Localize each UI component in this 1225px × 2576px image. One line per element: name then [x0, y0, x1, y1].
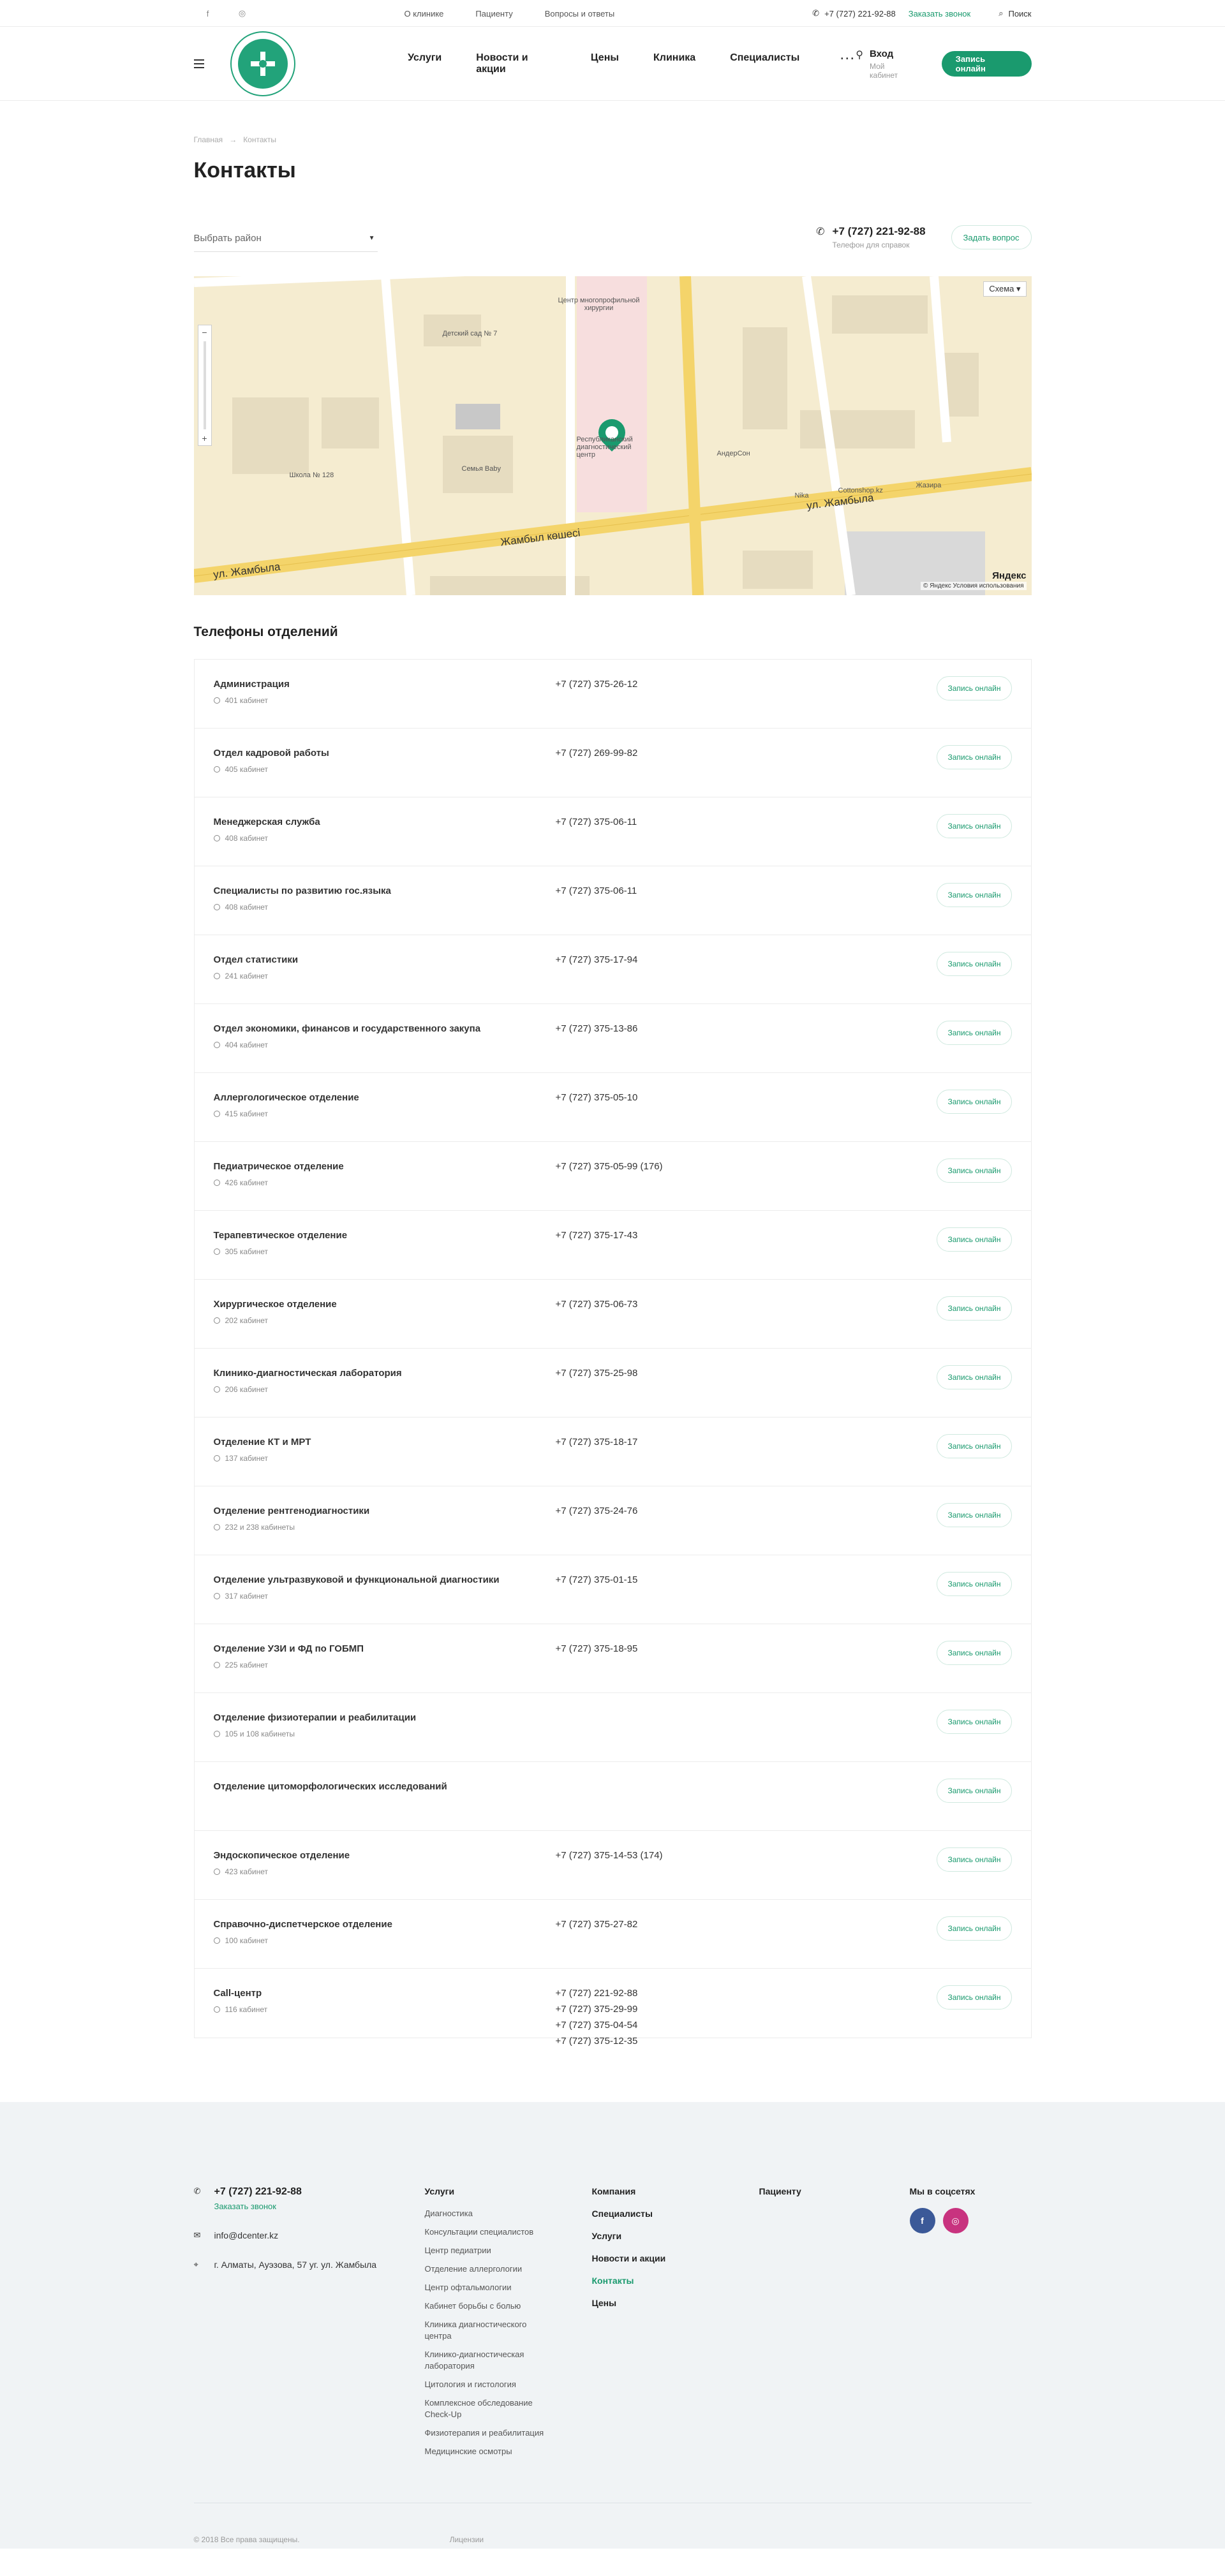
footer-menu-specialists[interactable]: Специалисты — [591, 2209, 653, 2219]
department-phone[interactable]: +7 (727) 375-17-43 — [555, 1230, 638, 1241]
department-phone[interactable]: +7 (727) 375-06-11 — [555, 817, 637, 827]
department-row — [195, 1693, 1031, 1762]
department-phone[interactable]: +7 (727) 375-18-17 — [555, 1437, 638, 1447]
breadcrumb — [194, 101, 1032, 144]
department-book-button[interactable]: Запись онлайн — [937, 1021, 1011, 1045]
department-book-button[interactable]: Запись онлайн — [937, 814, 1011, 838]
map-label: Школа № 128 — [289, 471, 334, 479]
top-nav-patient[interactable]: Пациенту — [475, 8, 513, 19]
department-row — [195, 1211, 1031, 1280]
map-layer-select[interactable]: Схема ▾ — [983, 281, 1026, 297]
department-row — [195, 1624, 1031, 1693]
department-phone[interactable]: +7 (727) 375-04-54 — [555, 2020, 638, 2031]
nav-services[interactable]: Услуги — [408, 52, 442, 63]
department-name: Администрация — [213, 679, 290, 690]
department-book-button[interactable]: Запись онлайн — [937, 1779, 1011, 1803]
department-row — [195, 1831, 1031, 1900]
department-name: Отделение КТ и МРТ — [213, 1437, 311, 1447]
department-room: 423 кабинет — [214, 1867, 556, 1876]
login-link[interactable]: ⚲ Вход Мой кабинет — [856, 48, 898, 80]
department-row — [195, 660, 1031, 729]
department-phones — [556, 814, 637, 830]
filters — [194, 225, 1032, 252]
department-book-button[interactable]: Запись онлайн — [937, 1985, 1011, 2010]
footer-patients — [759, 2186, 910, 2464]
department-room: 317 кабинет — [214, 1592, 556, 1601]
phone-icon: ✆ — [193, 2186, 201, 2196]
zoom-in-icon[interactable]: + — [202, 433, 207, 443]
department-room: 225 кабинет — [214, 1661, 556, 1669]
department-row — [195, 1280, 1031, 1349]
map-copyright[interactable]: © Яндекс Условия использования — [921, 582, 1027, 590]
department-room: 404 кабинет — [214, 1040, 556, 1049]
department-phones — [556, 676, 638, 692]
footer-menu-company[interactable]: Компания — [591, 2186, 636, 2196]
map-street-label: ул. Жамбыла — [212, 560, 281, 581]
footer-phone[interactable]: +7 (727) 221-92-88 — [214, 2186, 302, 2197]
department-book-button[interactable]: Запись онлайн — [937, 1710, 1011, 1734]
top-bar — [0, 0, 1225, 27]
footer-menu-contacts[interactable]: Контакты — [591, 2276, 634, 2286]
location-icon — [214, 1111, 220, 1117]
department-name: Call-центр — [213, 1988, 262, 1999]
department-phone[interactable]: +7 (727) 221-92-88 — [555, 1988, 638, 1999]
footer-callback-link[interactable]: Заказать звонок — [214, 2202, 276, 2211]
user-icon: ⚲ — [856, 49, 863, 61]
department-phones — [556, 1985, 638, 2049]
district-select[interactable]: Выбрать район ▼ — [194, 225, 378, 252]
logo-mark-icon — [247, 48, 279, 80]
department-phones — [556, 1916, 638, 1932]
map-street-label: ул. Жамбыла — [805, 491, 874, 512]
footer — [0, 2102, 1225, 2549]
zoom-out-icon[interactable]: − — [202, 327, 207, 337]
department-phone[interactable]: +7 (727) 375-13-86 — [555, 1023, 638, 1034]
department-room: 105 и 108 кабинеты — [214, 1729, 556, 1738]
footer-patients-title[interactable]: Пациенту — [759, 2186, 801, 2196]
department-phone[interactable]: +7 (727) 375-06-73 — [555, 1299, 638, 1310]
map-label: Жазира — [916, 482, 942, 489]
department-book-button[interactable]: Запись онлайн — [937, 1227, 1011, 1252]
department-phones — [556, 952, 638, 968]
map-label: Республиканский диагностический центр — [576, 436, 633, 459]
department-row — [195, 1073, 1031, 1142]
department-name: Отделение физиотерапии и реабилитации — [213, 1712, 417, 1723]
footer-service-link[interactable]: Клиника диагностического центра — [424, 2320, 527, 2341]
department-phones — [556, 1090, 638, 1106]
top-nav-faq[interactable]: Вопросы и ответы — [544, 8, 615, 19]
footer-service-link[interactable]: Комплексное обследование Check-Up — [424, 2398, 533, 2419]
department-phone[interactable]: +7 (727) 375-27-82 — [555, 1919, 638, 1930]
top-nav — [405, 9, 615, 19]
location-icon — [214, 766, 220, 773]
department-name: Хирургическое отделение — [213, 1299, 337, 1310]
location-icon — [214, 1731, 220, 1737]
department-book-button[interactable]: Запись онлайн — [937, 1503, 1011, 1527]
department-room: 202 кабинет — [214, 1316, 556, 1325]
department-row — [195, 1004, 1031, 1073]
department-phone[interactable]: +7 (727) 375-14-53 (174) — [555, 1850, 663, 1861]
phone-icon: ✆ — [816, 226, 825, 237]
location-icon — [214, 1662, 220, 1668]
departments-title: Телефоны отделений — [193, 625, 338, 639]
department-room: 415 кабинет — [214, 1109, 556, 1118]
footer-email[interactable]: info@dcenter.kz — [214, 2230, 279, 2240]
department-book-button[interactable]: Запись онлайн — [937, 1365, 1011, 1389]
map-street-label: Жамбыл көшесі — [499, 526, 581, 549]
map-label: Nika — [794, 492, 809, 500]
department-room: 426 кабинет — [214, 1178, 556, 1187]
department-room: 100 кабинет — [214, 1936, 556, 1945]
department-phone[interactable]: +7 (727) 375-06-11 — [555, 885, 637, 896]
footer-service-link[interactable]: Диагностика — [424, 2209, 473, 2218]
breadcrumb-current: Контакты — [243, 135, 277, 144]
facebook-icon[interactable]: f — [206, 8, 209, 19]
department-phones — [556, 1158, 663, 1174]
license-link[interactable]: Лицензии — [449, 2535, 484, 2544]
location-icon: ⌖ — [193, 2260, 198, 2269]
department-row — [195, 1349, 1031, 1418]
department-name: Отделение ультразвуковой и функциональной диагностики — [213, 1574, 500, 1585]
phone-icon: ✆ — [812, 8, 820, 18]
department-book-button[interactable]: Запись онлайн — [937, 1090, 1011, 1114]
department-phones — [556, 1296, 638, 1312]
department-book-button[interactable]: Запись онлайн — [937, 1572, 1011, 1596]
nav-clinic[interactable]: Клиника — [653, 52, 696, 63]
department-name: Менеджерская служба — [213, 817, 320, 827]
department-phone[interactable]: +7 (727) 375-24-76 — [555, 1506, 638, 1516]
callback-link[interactable]: Заказать звонок — [908, 8, 971, 19]
help-phone: ✆ +7 (727) 221-92-88 Телефон для справок — [816, 225, 926, 249]
map-label: Центр многопрофильной хирургии — [558, 297, 640, 312]
location-icon — [214, 1937, 220, 1944]
department-phone[interactable]: +7 (727) 375-12-35 — [555, 2036, 638, 2047]
yandex-logo[interactable]: Яндекс — [992, 570, 1027, 581]
department-book-button[interactable]: Запись онлайн — [937, 952, 1011, 976]
department-phone[interactable]: +7 (727) 375-17-94 — [555, 954, 638, 965]
department-row — [195, 1900, 1031, 1969]
map-label: Семья Baby — [461, 465, 501, 473]
facebook-icon[interactable]: f — [910, 2208, 935, 2233]
department-name: Отделение рентгенодиагностики — [213, 1506, 370, 1516]
department-name: Справочно-диспетчерское отделение — [213, 1919, 392, 1930]
department-room: 232 и 238 кабинеты — [214, 1523, 556, 1532]
department-phones — [556, 1847, 663, 1863]
footer-service-link[interactable]: Цитология и гистология — [424, 2380, 516, 2389]
department-phone[interactable]: +7 (727) 375-01-15 — [555, 1574, 638, 1585]
instagram-icon[interactable]: ◎ — [943, 2208, 969, 2233]
department-book-button[interactable]: Запись онлайн — [937, 1916, 1011, 1941]
department-name: Аллергологическое отделение — [213, 1092, 359, 1103]
map[interactable] — [194, 276, 1032, 595]
department-phone[interactable]: +7 (727) 375-26-12 — [555, 679, 638, 690]
top-nav-about[interactable]: О клинике — [404, 8, 444, 19]
location-icon — [214, 1455, 220, 1462]
footer-service-link[interactable]: Медицинские осмотры — [424, 2446, 512, 2456]
map-label: АндерСон — [716, 450, 750, 457]
search-icon: ⌕ — [999, 8, 1004, 18]
department-phones — [556, 1434, 638, 1450]
department-row — [195, 1486, 1031, 1555]
footer-address: г. Алматы, Ауэзова, 57 уг. ул. Жамбыла — [214, 2260, 377, 2270]
footer-menu-services[interactable]: Услуги — [591, 2231, 622, 2241]
zoom-slider[interactable] — [204, 341, 206, 429]
breadcrumb-home[interactable]: Главная — [193, 135, 223, 144]
book-online-button[interactable]: Запись онлайн — [942, 51, 1032, 77]
department-row — [195, 797, 1031, 866]
department-phone[interactable]: +7 (727) 375-18-95 — [555, 1643, 638, 1654]
location-icon — [214, 973, 220, 979]
department-name: Терапевтическое отделение — [213, 1230, 348, 1241]
department-phones — [556, 1503, 638, 1519]
department-book-button[interactable]: Запись онлайн — [937, 676, 1011, 700]
department-phones — [556, 1641, 638, 1657]
location-icon — [214, 1042, 220, 1048]
copyright: © 2018 Все права защищены. — [193, 2535, 300, 2544]
department-room: 206 кабинет — [214, 1385, 556, 1394]
department-room: 401 кабинет — [214, 696, 556, 705]
department-phones — [556, 883, 637, 899]
map-label: Детский сад № 7 — [442, 330, 498, 337]
department-room: 137 кабинет — [214, 1454, 556, 1463]
top-phone[interactable]: ✆ +7 (727) 221-92-88 — [812, 8, 896, 19]
department-name: Педиатрическое отделение — [213, 1161, 344, 1172]
department-row — [195, 1418, 1031, 1486]
footer-services-title[interactable]: Услуги — [424, 2186, 455, 2196]
department-room: 241 кабинет — [214, 972, 556, 981]
department-room: 408 кабинет — [214, 903, 556, 912]
footer-service-link[interactable]: Клинико-диагностическая лаборатория — [424, 2350, 524, 2371]
department-row — [195, 729, 1031, 797]
department-phone[interactable]: +7 (727) 375-25-98 — [555, 1368, 638, 1379]
department-phone[interactable]: +7 (727) 375-29-99 — [555, 2004, 638, 2015]
nav-news[interactable]: Новости и акции — [476, 52, 528, 75]
footer-menu-news[interactable]: Новости и акции — [591, 2253, 666, 2263]
department-row — [195, 866, 1031, 935]
footer-social-title: Мы в соцсетях — [909, 2186, 976, 2196]
department-phones — [556, 1227, 638, 1243]
department-book-button[interactable]: Запись онлайн — [937, 1847, 1011, 1872]
location-icon — [214, 1317, 220, 1324]
menu-icon[interactable] — [194, 59, 207, 68]
department-room: 408 кабинет — [214, 834, 556, 843]
map-label: Cottonshop.kz — [838, 487, 883, 494]
department-row — [195, 935, 1031, 1004]
footer-service-link[interactable]: Центр педиатрии — [424, 2246, 491, 2255]
department-name: Отдел кадровой работы — [213, 748, 329, 759]
department-row — [195, 1142, 1031, 1211]
location-icon — [214, 1248, 220, 1255]
location-icon — [214, 835, 220, 841]
logo[interactable] — [230, 31, 295, 96]
department-room: 405 кабинет — [214, 765, 556, 774]
department-room: 116 кабинет — [214, 2005, 556, 2014]
department-row — [195, 1969, 1031, 2047]
department-name: Клинико-диагностическая лаборатория — [213, 1368, 402, 1379]
department-phone[interactable]: +7 (727) 375-05-10 — [555, 1092, 638, 1103]
search-button[interactable]: ⌕ Поиск — [999, 8, 1032, 19]
footer-menu-prices[interactable]: Цены — [591, 2298, 617, 2308]
department-phones — [556, 1365, 638, 1381]
footer-service-link[interactable]: Отделение аллергологии — [424, 2264, 523, 2274]
department-name: Отделение цитоморфологических исследований — [213, 1781, 447, 1792]
ask-question-button[interactable]: Задать вопрос — [951, 225, 1032, 249]
footer-menu — [592, 2186, 759, 2464]
department-row — [195, 1762, 1031, 1831]
more-icon[interactable]: ··· — [840, 52, 856, 65]
nav-prices[interactable]: Цены — [590, 52, 620, 63]
department-book-button[interactable]: Запись онлайн — [937, 1434, 1011, 1458]
department-room: 305 кабинет — [214, 1247, 556, 1256]
department-row — [195, 1555, 1031, 1624]
page-title: Контакты — [193, 158, 296, 182]
nav-specialists[interactable]: Специалисты — [730, 52, 800, 63]
department-name: Отдел статистики — [213, 954, 299, 965]
footer-contacts — [194, 2186, 425, 2464]
main-nav — [408, 52, 856, 75]
footer-service-link[interactable]: Кабинет борьбы с болью — [424, 2301, 521, 2311]
location-icon — [214, 1593, 220, 1599]
department-phones — [556, 745, 638, 761]
department-name: Эндоскопическое отделение — [213, 1850, 350, 1861]
chevron-down-icon: ▼ — [368, 235, 375, 242]
footer-social — [910, 2186, 976, 2464]
instagram-icon[interactable]: ◎ — [238, 8, 246, 18]
department-book-button[interactable]: Запись онлайн — [937, 745, 1011, 769]
location-icon — [214, 1180, 220, 1186]
location-icon — [214, 1524, 220, 1530]
department-book-button[interactable]: Запись онлайн — [937, 1641, 1011, 1665]
department-phones — [556, 1021, 638, 1037]
map-zoom-control[interactable] — [198, 325, 212, 446]
department-phone[interactable]: +7 (727) 375-05-99 (176) — [555, 1161, 663, 1172]
departments-list — [194, 659, 1032, 2047]
location-icon — [214, 2006, 220, 2013]
department-name: Специалисты по развитию гос.языка — [213, 885, 391, 896]
footer-service-link[interactable]: Физиотерапия и реабилитация — [424, 2428, 544, 2438]
department-book-button[interactable]: Запись онлайн — [937, 1296, 1011, 1321]
location-icon — [214, 697, 220, 704]
department-book-button[interactable]: Запись онлайн — [937, 883, 1011, 907]
header — [0, 27, 1225, 101]
department-book-button[interactable]: Запись онлайн — [937, 1158, 1011, 1183]
department-phone[interactable]: +7 (727) 269-99-82 — [555, 748, 638, 759]
department-phones — [556, 1572, 638, 1588]
location-icon — [214, 904, 220, 910]
top-social — [194, 8, 405, 19]
location-icon — [214, 1869, 220, 1875]
department-name: Отделение УЗИ и ФД по ГОБМП — [213, 1643, 364, 1654]
location-icon — [214, 1386, 220, 1393]
department-name: Отдел экономики, финансов и государственного закупа — [213, 1023, 481, 1034]
footer-services — [425, 2186, 592, 2464]
footer-service-link[interactable]: Центр офтальмологии — [424, 2283, 512, 2292]
footer-service-link[interactable]: Консультации специалистов — [424, 2227, 534, 2237]
footer-bottom — [194, 2503, 1032, 2544]
breadcrumb-separator: → — [229, 135, 237, 144]
mail-icon: ✉ — [193, 2230, 201, 2240]
